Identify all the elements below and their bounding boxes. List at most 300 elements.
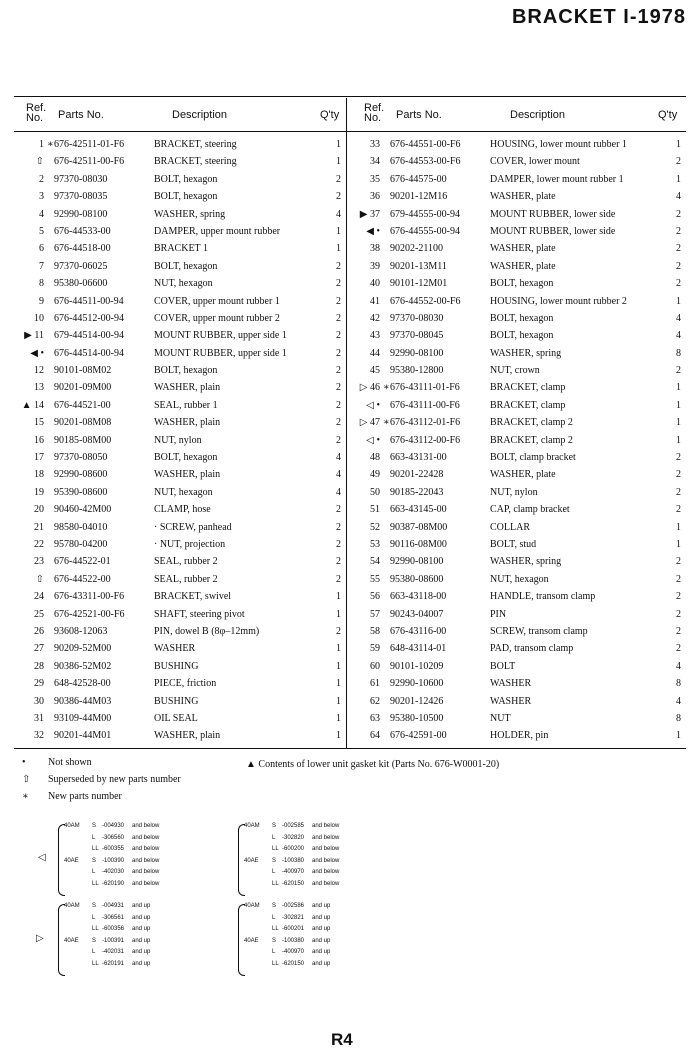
part-number: 679-44514-00-94: [54, 330, 124, 342]
part-description: HOUSING, lower mount rubber 1: [490, 139, 627, 150]
serial-number: -302820: [282, 834, 305, 841]
part-number: 97370-08045: [390, 330, 444, 342]
size-code: LL: [92, 846, 99, 852]
serial-range: and below: [312, 869, 340, 875]
part-description: NUT, hexagon: [490, 573, 549, 585]
part-qty: 2: [336, 399, 341, 411]
part-number: 676-43111-00-F6: [390, 399, 460, 411]
ref-number: ▲ 14: [21, 399, 44, 411]
model-code: 40AE: [244, 857, 259, 864]
ref-number: ⇧: [35, 573, 44, 585]
part-qty: 2: [336, 330, 341, 342]
size-code: LL: [272, 880, 279, 887]
part-qty: 2: [336, 417, 341, 429]
table-row: [350, 571, 684, 588]
table-row: [350, 466, 684, 483]
new-part-mark: ∗: [47, 139, 54, 150]
serial-number: -306561: [102, 914, 125, 921]
table-row: [350, 675, 684, 692]
part-number: 90387-08M00: [390, 521, 448, 533]
part-number: 92990-08600: [54, 469, 108, 481]
model-code: 40AM: [244, 903, 260, 909]
size-code: S: [92, 857, 97, 864]
part-number: 92990-10600: [390, 678, 444, 690]
table-row: [14, 293, 342, 310]
part-number: 679-44555-00-94: [390, 208, 460, 220]
ref-number: 17: [34, 452, 44, 464]
part-description: PAD, transom clamp: [490, 643, 574, 655]
part-description: WASHER, plate: [490, 260, 556, 272]
table-row: [14, 623, 342, 640]
ref-number: 10: [34, 312, 44, 324]
ref-number: ◁ •: [366, 434, 380, 446]
part-description: WASHER, spring: [154, 208, 226, 220]
part-number: 90185-08M00: [54, 434, 112, 446]
part-description: BRACKET, steering: [154, 139, 237, 150]
part-description: WASHER, plain: [154, 417, 221, 429]
part-number: 676-43112-00-F6: [390, 434, 461, 446]
part-number: 676-44575-00: [390, 173, 447, 185]
part-qty: 1: [676, 382, 681, 394]
part-description: SEAL, rubber 2: [154, 556, 218, 568]
table-row: [14, 240, 342, 257]
table-row: [350, 379, 684, 396]
serial-range: and up: [132, 914, 151, 921]
ref-number: 41: [370, 295, 380, 307]
ref-number: 28: [34, 660, 44, 672]
table-row: [350, 640, 684, 657]
table-row: [350, 206, 684, 223]
part-number: 676-44552-00-F6: [390, 295, 461, 307]
part-description: WASHER, plate: [490, 191, 556, 203]
part-number: 676-43116-00: [390, 625, 447, 637]
ref-number: 9: [39, 295, 44, 307]
superseded-arrow-icon: ⇧: [22, 774, 31, 785]
part-qty: 2: [676, 452, 681, 464]
ref-number: 36: [370, 191, 380, 203]
part-description: MOUNT RUBBER, upper side 1: [154, 330, 287, 342]
ref-number: 59: [370, 643, 380, 655]
part-number: 95380-10500: [390, 712, 444, 724]
serial-number: -004930: [102, 823, 125, 829]
part-qty: 2: [676, 225, 681, 237]
table-row: [350, 484, 684, 501]
serial-number: -600200: [282, 846, 305, 852]
part-description: BOLT, hexagon: [154, 173, 218, 185]
size-code: S: [92, 937, 97, 944]
table-row: [350, 327, 684, 344]
table-row: [14, 710, 342, 727]
part-qty: 2: [676, 243, 681, 255]
serial-range: and up: [312, 949, 331, 955]
ref-number: 29: [34, 678, 44, 690]
part-number: 90101-12M01: [390, 278, 448, 290]
ref-number: 64: [370, 730, 380, 742]
not-shown-symbol: •: [22, 757, 26, 768]
table-row: [350, 240, 684, 257]
description-header: Description: [172, 109, 228, 121]
part-qty: 2: [676, 556, 681, 568]
part-qty: 1: [676, 295, 681, 307]
table-row: [14, 484, 342, 501]
table-row: [14, 571, 342, 588]
size-code: L: [92, 834, 96, 841]
ref-number: 13: [34, 382, 44, 394]
table-row: [350, 519, 684, 536]
part-number: 97370-08030: [54, 173, 108, 185]
part-description: NUT: [490, 712, 511, 724]
table-row: [350, 658, 684, 675]
table-row: [350, 449, 684, 466]
part-description: PIN, dowel B (8φ–12mm): [154, 625, 260, 637]
part-qty: 4: [676, 695, 681, 707]
part-description: CLAMP, hose: [154, 504, 211, 516]
part-number: 90101-08M02: [54, 365, 112, 377]
part-number: 676-42511-00-F6: [54, 156, 125, 168]
table-row: [14, 432, 342, 449]
qty-header: Q'ty: [320, 109, 340, 121]
table-row: [14, 310, 342, 327]
part-qty: 4: [336, 469, 341, 481]
part-number: 93608-12063: [54, 625, 108, 637]
part-number: 676-44521-00: [54, 399, 111, 411]
part-number: 676-44518-00: [54, 243, 111, 255]
part-number: 90101-10209: [390, 660, 444, 672]
part-qty: 2: [676, 208, 681, 220]
part-qty: 2: [336, 295, 341, 307]
serial-range: and below: [312, 846, 340, 852]
part-number: 676-44514-00-94: [54, 347, 124, 359]
serial-range: and up: [312, 914, 331, 921]
part-description: WASHER, plain: [154, 382, 221, 394]
part-description: MOUNT RUBBER, upper side 1: [154, 347, 287, 359]
size-code: L: [272, 949, 276, 955]
part-description: CAP, clamp bracket: [490, 504, 570, 516]
part-qty: 1: [336, 139, 341, 150]
part-number: 90201-13M11: [390, 260, 447, 272]
part-description: NUT, nylon: [154, 434, 202, 446]
serial-range: and below: [132, 846, 160, 852]
ref-number: 56: [370, 591, 380, 603]
ref-number: 34: [370, 156, 380, 168]
part-number: 648-43114-01: [390, 643, 447, 655]
part-qty: 2: [336, 278, 341, 290]
part-description: DAMPER, upper mount rubber: [154, 225, 281, 237]
part-qty: 1: [336, 730, 341, 742]
serial-range: and up: [132, 903, 151, 909]
gasket-kit-note: ▲ Contents of lower unit gasket kit (Parts No. 676-W0001-20): [246, 759, 500, 770]
ref-number: 5: [39, 225, 44, 237]
part-description: SHAFT, steering pivot: [154, 608, 245, 620]
ref-number: ▷ 47: [359, 417, 380, 429]
ref-number: 7: [39, 260, 44, 272]
ref-number: 31: [34, 712, 44, 724]
model-code: 40AM: [244, 823, 260, 829]
ref-number: 22: [34, 538, 44, 550]
serial-number: -620150: [282, 960, 305, 967]
table-row: [14, 449, 342, 466]
size-code: S: [272, 937, 277, 944]
ref-header-line2: No.: [364, 112, 382, 124]
part-qty: 2: [676, 156, 681, 168]
part-qty: 4: [676, 660, 681, 672]
table-header-left: [24, 101, 344, 129]
serial-range: and up: [132, 926, 151, 932]
part-qty: 1: [336, 678, 341, 690]
size-code: L: [92, 869, 96, 875]
part-number: 676-44522-01: [54, 556, 111, 568]
ref-number: ◀ •: [366, 225, 380, 237]
serial-number: -600355: [102, 846, 125, 852]
serial-group-left-bottom: [64, 902, 224, 974]
model-code: 40AE: [244, 937, 259, 944]
part-description: BRACKET, steering: [154, 156, 237, 168]
table-row: [14, 553, 342, 570]
ref-number: 3: [39, 191, 44, 203]
part-number: 92990-08100: [54, 208, 108, 220]
part-description: BUSHING: [154, 660, 199, 672]
part-description: WASHER: [490, 678, 532, 690]
table-row: [350, 136, 684, 153]
table-row: [14, 588, 342, 605]
size-code: S: [272, 903, 277, 909]
table-row: [14, 397, 342, 414]
part-description: NUT, hexagon: [154, 486, 213, 498]
part-number: 97370-06025: [54, 260, 108, 272]
qty-header: Q'ty: [658, 109, 678, 121]
ref-number: 16: [34, 434, 44, 446]
ref-number: 54: [370, 556, 380, 568]
part-number: 90201-44M01: [54, 730, 112, 742]
part-description: WASHER, plate: [490, 469, 556, 481]
size-code: LL: [92, 880, 99, 887]
part-description: COVER, upper mount rubber 1: [154, 295, 280, 307]
part-qty: 2: [336, 365, 341, 377]
model-code: 40AE: [64, 857, 79, 864]
parts-list-left: [14, 136, 342, 745]
size-code: S: [92, 823, 97, 829]
part-qty: 1: [336, 591, 341, 603]
part-description: WASHER, plain: [154, 469, 221, 481]
table-row: [14, 206, 342, 223]
serial-range: and up: [132, 960, 151, 967]
table-row: [14, 606, 342, 623]
size-code: L: [272, 914, 276, 921]
ref-number: 48: [370, 452, 380, 464]
size-code: S: [92, 903, 97, 909]
part-description: BOLT, hexagon: [490, 312, 554, 324]
part-description: · NUT, projection: [154, 538, 226, 550]
table-row: [350, 293, 684, 310]
serial-number: -400970: [282, 949, 305, 955]
ref-number: 49: [370, 469, 380, 481]
part-qty: 2: [676, 260, 681, 272]
ref-number: 20: [34, 504, 44, 516]
ref-number: 60: [370, 660, 380, 672]
serial-range: and below: [132, 834, 160, 841]
part-number: 95380-08600: [390, 573, 444, 585]
part-qty: 2: [336, 556, 341, 568]
serial-number: -620190: [102, 880, 125, 887]
part-qty: 2: [676, 504, 681, 516]
ref-number: ▶ 11: [24, 330, 44, 342]
part-qty: 2: [336, 573, 341, 585]
part-number: 90185-22043: [390, 486, 444, 498]
serial-range: and below: [312, 857, 340, 864]
table-row: [14, 362, 342, 379]
part-description: BOLT, stud: [490, 538, 537, 550]
part-description: WASHER: [154, 643, 196, 655]
table-row: [14, 258, 342, 275]
ref-number: 44: [370, 347, 380, 359]
ref-number: 55: [370, 573, 380, 585]
part-qty: 1: [336, 660, 341, 672]
part-description: BOLT: [490, 660, 516, 672]
part-description: HOLDER, pin: [490, 730, 549, 742]
serial-number: -400970: [282, 869, 305, 875]
ref-number: 6: [39, 243, 44, 255]
table-row: [14, 188, 342, 205]
part-number: 97370-08050: [54, 452, 108, 464]
part-number: 676-44522-00: [54, 573, 111, 585]
table-row: [14, 327, 342, 344]
part-qty: 2: [336, 382, 341, 394]
part-qty: 1: [676, 730, 681, 742]
table-row: [350, 414, 684, 431]
serial-number: -100390: [102, 857, 125, 864]
part-description: BOLT, hexagon: [154, 365, 218, 377]
part-description: DAMPER, lower mount rubber 1: [490, 173, 624, 185]
part-number: 90243-04007: [390, 608, 444, 620]
parts-no-header: Parts No.: [58, 109, 104, 121]
before-serial-symbol: ◁: [38, 852, 46, 863]
ref-number: ◁ •: [366, 399, 380, 411]
table-row: [350, 536, 684, 553]
serial-range: and below: [312, 834, 340, 841]
table-row: [14, 414, 342, 431]
part-qty: 2: [336, 347, 341, 359]
serial-group-right-bottom: [244, 902, 404, 974]
ref-number: 24: [34, 591, 44, 603]
part-description: · SCREW, panhead: [154, 521, 232, 533]
part-qty: 4: [336, 208, 341, 220]
legend: [22, 757, 232, 809]
part-description: WASHER, plate: [490, 243, 556, 255]
ref-number: 32: [34, 730, 44, 742]
part-description: BRACKET, clamp 2: [490, 434, 573, 446]
ref-number: 26: [34, 625, 44, 637]
part-description: BOLT, hexagon: [490, 278, 554, 290]
table-row: [14, 727, 342, 744]
size-code: LL: [272, 960, 279, 967]
part-qty: 8: [676, 347, 681, 359]
parts-no-header: Parts No.: [396, 109, 442, 121]
part-qty: 1: [676, 521, 681, 533]
ref-number: 63: [370, 712, 380, 724]
part-qty: 1: [336, 225, 341, 237]
part-number: 92990-08100: [390, 347, 444, 359]
ref-number: 2: [39, 173, 44, 185]
serial-range: and up: [312, 937, 331, 944]
ref-number: 18: [34, 469, 44, 481]
part-description: SCREW, transom clamp: [490, 625, 588, 637]
part-qty: 1: [676, 399, 681, 411]
part-number: 676-43311-00-F6: [54, 591, 125, 603]
table-row: [350, 623, 684, 640]
legend-not-shown: Not shown: [48, 757, 92, 768]
part-number: 676-44553-00-F6: [390, 156, 461, 168]
serial-number: -600201: [282, 926, 305, 932]
part-number: 676-43111-01-F6: [390, 382, 460, 394]
part-number: 95380-06600: [54, 278, 108, 290]
part-qty: 2: [336, 173, 341, 185]
part-description: NUT, nylon: [490, 486, 538, 498]
serial-number: -402030: [102, 869, 125, 875]
header-bottom-rule: [14, 131, 686, 132]
part-number: 90202-21100: [390, 243, 443, 255]
ref-number: 8: [39, 278, 44, 290]
table-row: [350, 432, 684, 449]
part-number: 93109-44M00: [54, 712, 112, 724]
table-row: [14, 658, 342, 675]
table-row: [14, 136, 342, 153]
part-description: MOUNT RUBBER, lower side: [490, 208, 616, 220]
serial-number: -100380: [282, 857, 305, 864]
part-number: 648-42528-00: [54, 678, 111, 690]
size-code: LL: [272, 926, 279, 932]
part-qty: 1: [336, 643, 341, 655]
table-row: [14, 640, 342, 657]
serial-range: and up: [132, 937, 151, 944]
table-row: [350, 553, 684, 570]
part-qty: 2: [336, 504, 341, 516]
ref-number: ▷ 46: [359, 382, 380, 394]
serial-range: and up: [312, 926, 331, 932]
table-row: [14, 223, 342, 240]
part-number: 676-42511-01-F6: [54, 139, 125, 150]
ref-header-line2: No.: [26, 112, 44, 124]
part-number: 90386-52M02: [54, 660, 112, 672]
ref-number: 27: [34, 643, 44, 655]
ref-number: 61: [370, 678, 380, 690]
part-number: 97370-08030: [390, 312, 444, 324]
part-qty: 2: [676, 469, 681, 481]
size-code: S: [272, 823, 277, 829]
ref-number: 12: [34, 365, 44, 377]
part-qty: 2: [676, 591, 681, 603]
part-number: 676-44511-00-94: [54, 295, 124, 307]
serial-range: and below: [132, 857, 160, 864]
page-number: R4: [331, 1030, 353, 1049]
table-row: [350, 501, 684, 518]
ref-number: 57: [370, 608, 380, 620]
serial-number: -100380: [282, 937, 305, 944]
part-description: WASHER, spring: [490, 347, 562, 359]
table-row: [350, 275, 684, 292]
part-qty: 4: [336, 486, 341, 498]
ref-number: 58: [370, 625, 380, 637]
ref-number: 39: [370, 260, 380, 272]
part-qty: 2: [676, 643, 681, 655]
part-qty: 1: [336, 712, 341, 724]
part-qty: 2: [676, 573, 681, 585]
ref-number: 42: [370, 312, 380, 324]
part-qty: 1: [336, 243, 341, 255]
part-qty: 2: [336, 538, 341, 550]
new-part-mark: ∗: [383, 417, 390, 429]
size-code: L: [92, 914, 96, 921]
ref-number: 35: [370, 173, 380, 185]
